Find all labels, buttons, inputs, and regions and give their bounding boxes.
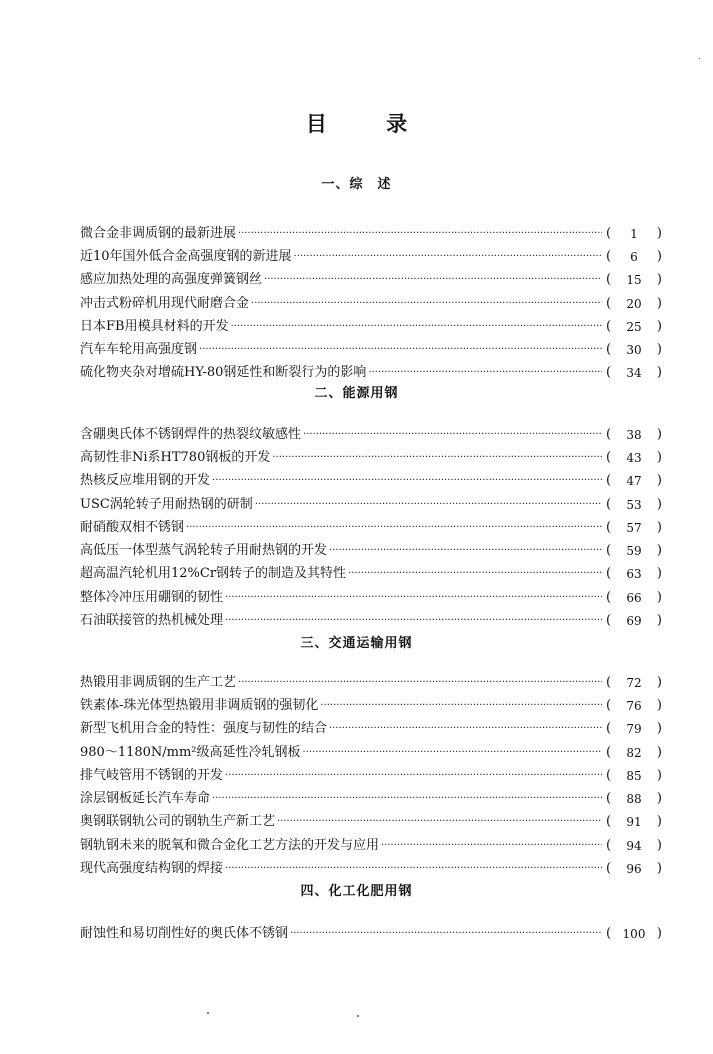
toc-entry[interactable]: [80, 269, 662, 292]
dot-leader: [303, 426, 602, 444]
entry-title: 超高温汽轮机用12%Cr钢转子的制造及其特性: [80, 566, 347, 582]
page-number: 43: [626, 450, 642, 465]
page-number: 59: [626, 544, 642, 559]
page-number: 30: [626, 343, 642, 358]
toc-entry[interactable]: [80, 423, 662, 446]
toc-entry[interactable]: [80, 493, 662, 516]
page-number: 6: [630, 249, 638, 264]
dot-leader: [290, 925, 602, 943]
dot-leader: [225, 860, 602, 878]
page-ref: ( 20 ): [606, 295, 662, 311]
toc-entry[interactable]: [80, 834, 662, 857]
toc-entry[interactable]: [80, 718, 662, 741]
entry-list: [0, 423, 713, 633]
dot-leader: [212, 790, 602, 808]
page-ref: ( 1 ): [606, 225, 662, 241]
page-number: 15: [626, 273, 642, 288]
scan-speck: [207, 1012, 209, 1014]
entry-title: USC涡轮转子用耐热钢的研制: [80, 496, 253, 512]
page-number: 66: [626, 590, 642, 605]
page-ref: ( 66 ): [606, 589, 662, 605]
page-number: 20: [626, 296, 642, 311]
dot-leader: [225, 612, 602, 630]
dot-leader: [264, 271, 602, 289]
dot-leader: [225, 767, 602, 785]
toc-entry[interactable]: [80, 470, 662, 493]
page-ref: ( 82 ): [606, 744, 662, 760]
page-number: 94: [626, 838, 642, 853]
dot-leader: [255, 496, 602, 514]
page-ref: ( 25 ): [606, 318, 662, 334]
dot-leader: [199, 341, 602, 359]
entry-title: 石油联接管的热机械处理: [80, 613, 224, 629]
dot-leader: [303, 744, 602, 762]
page-ref: ( 34 ): [606, 365, 662, 381]
toc-entry[interactable]: [80, 694, 662, 717]
page-ref: ( 79 ): [606, 721, 662, 737]
toc-entry[interactable]: [80, 446, 662, 469]
entry-title: 硫化物夹杂对增硫HY-80钢延性和断裂行为的影响: [80, 365, 367, 381]
page-ref: ( 57 ): [606, 519, 662, 535]
dot-leader: [277, 813, 602, 831]
toc-entry[interactable]: [80, 315, 662, 338]
section-heading: 四、化工化肥用钢: [300, 884, 413, 899]
entry-title: 钢轨钢未来的脱氧和微合金化工艺方法的开发与应用: [80, 837, 380, 853]
toc-entry[interactable]: [80, 811, 662, 834]
dot-leader: [251, 295, 602, 313]
page-number: 88: [626, 792, 642, 807]
page-ref: ( 6 ): [606, 248, 662, 264]
section-energy-steel: [0, 381, 713, 633]
dot-leader: [212, 472, 602, 490]
entry-title: 整体冷冲压用硼钢的韧性: [80, 589, 224, 605]
page-ref: ( 76 ): [606, 697, 662, 713]
page-ref: ( 94 ): [606, 837, 662, 853]
dot-leader: [381, 837, 602, 855]
entry-title: 耐蚀性和易切削性好的奥氏体不锈钢: [80, 925, 289, 941]
toc-entry[interactable]: [80, 787, 662, 810]
section-transport-steel: [0, 631, 713, 881]
dot-leader: [238, 225, 602, 243]
entry-title: 日本FB用模具材料的开发: [80, 318, 229, 334]
entry-title: 新型飞机用合金的特性：强度与韧性的结合: [80, 721, 328, 737]
page-ref: ( 63 ): [606, 566, 662, 582]
toc-entry[interactable]: [80, 338, 662, 361]
page-ref: ( 88 ): [606, 791, 662, 807]
dot-leader: [329, 542, 602, 560]
entry-title: 980～1180N/mm²级高延性冷轧钢板: [80, 744, 301, 760]
page-number: 82: [626, 745, 642, 760]
entry-title: 铁素体-珠光体型热锻用非调质钢的强韧化: [80, 697, 319, 713]
entry-title: 涂层钢板延长汽车寿命: [80, 791, 211, 807]
dot-leader: [225, 589, 602, 607]
page-number: 69: [626, 614, 642, 629]
toc-entry[interactable]: [80, 609, 662, 632]
page-ref: ( 72 ): [606, 674, 662, 690]
entry-list: [0, 222, 713, 385]
dot-leader: [348, 565, 602, 583]
entry-title: 热核反应堆用钢的开发: [80, 473, 211, 489]
page-number: 96: [626, 862, 642, 877]
page-ref: ( 100 ): [606, 925, 662, 941]
page-number: 100: [622, 926, 646, 941]
entry-title: 近10年国外低合金高强度钢的新进展: [80, 248, 292, 264]
page-number: 53: [626, 497, 642, 512]
toc-entry[interactable]: [80, 292, 662, 315]
page-ref: ( 91 ): [606, 814, 662, 830]
entry-title: 热锻用非调质钢的生产工艺: [80, 674, 237, 690]
page-number: 72: [626, 675, 642, 690]
dot-leader: [186, 519, 602, 537]
entry-title: 微合金非调质钢的最新进展: [80, 225, 237, 241]
page-ref: ( 53 ): [606, 496, 662, 512]
toc-entry[interactable]: [80, 539, 662, 562]
scan-speck: [699, 58, 700, 59]
section-heading: 二、能源用钢: [314, 386, 399, 401]
page-ref: ( 69 ): [606, 613, 662, 629]
entry-title: 汽车车轮用高强度钢: [80, 342, 198, 358]
page-number: 47: [626, 474, 642, 489]
section-chemical-steel: [0, 879, 713, 945]
entry-title: 高韧性非Ni系HT780钢板的开发: [80, 449, 271, 465]
toc-entry[interactable]: [80, 222, 662, 245]
page-number: 25: [626, 319, 642, 334]
page-number: 57: [626, 520, 642, 535]
entry-title: 耐硝酸双相不锈钢: [80, 519, 185, 535]
page-number: 85: [626, 768, 642, 783]
page-number: 38: [626, 427, 642, 442]
entry-title: 感应加热处理的高强度弹簧钢丝: [80, 272, 263, 288]
toc-entry[interactable]: [80, 671, 662, 694]
page-ref: ( 59 ): [606, 543, 662, 559]
page-number: 34: [626, 366, 642, 381]
page-ref: ( 30 ): [606, 342, 662, 358]
toc-entry[interactable]: [80, 516, 662, 539]
page-ref: ( 96 ): [606, 861, 662, 877]
entry-title: 排气岐管用不锈钢的开发: [80, 767, 224, 783]
dot-leader: [294, 248, 602, 266]
toc-entry[interactable]: [80, 563, 662, 586]
page-ref: ( 85 ): [606, 767, 662, 783]
dot-leader: [320, 697, 602, 715]
section-heading: 三、交通运输用钢: [300, 636, 413, 651]
dot-leader: [329, 720, 602, 738]
page-ref: ( 43 ): [606, 449, 662, 465]
toc-entry[interactable]: [80, 586, 662, 609]
entry-title: 冲击式粉碎机用现代耐磨合金: [80, 295, 250, 311]
entry-list: [0, 671, 713, 881]
entry-title: 含硼奥氏体不锈钢焊件的热裂纹敏感性: [80, 426, 302, 442]
toc-entry[interactable]: [80, 245, 662, 268]
page-number: 79: [626, 722, 642, 737]
section-heading: 一、综 述: [321, 177, 392, 192]
page-ref: ( 15 ): [606, 272, 662, 288]
toc-entry[interactable]: [80, 857, 662, 880]
page-ref: ( 38 ): [606, 426, 662, 442]
toc-entry[interactable]: [80, 764, 662, 787]
section-overview: [0, 172, 713, 385]
toc-entry[interactable]: [80, 922, 662, 945]
page-number: 63: [626, 567, 642, 582]
entry-title: 高低压一体型蒸气涡轮转子用耐热钢的开发: [80, 543, 328, 559]
entry-list: [0, 922, 713, 945]
page-number: 1: [630, 226, 638, 241]
dot-leader: [238, 674, 602, 692]
page-title: 目 录: [305, 112, 434, 136]
page-ref: ( 47 ): [606, 473, 662, 489]
page-number: 76: [626, 698, 642, 713]
entry-title: 奥钢联钢轨公司的钢轨生产新工艺: [80, 814, 276, 830]
dot-leader: [272, 449, 602, 467]
scan-speck: [357, 1015, 359, 1017]
page-number: 91: [626, 815, 642, 830]
toc-entry[interactable]: [80, 741, 662, 764]
entry-title: 现代高强度结构钢的焊接: [80, 861, 224, 877]
dot-leader: [368, 364, 602, 382]
dot-leader: [231, 318, 602, 336]
